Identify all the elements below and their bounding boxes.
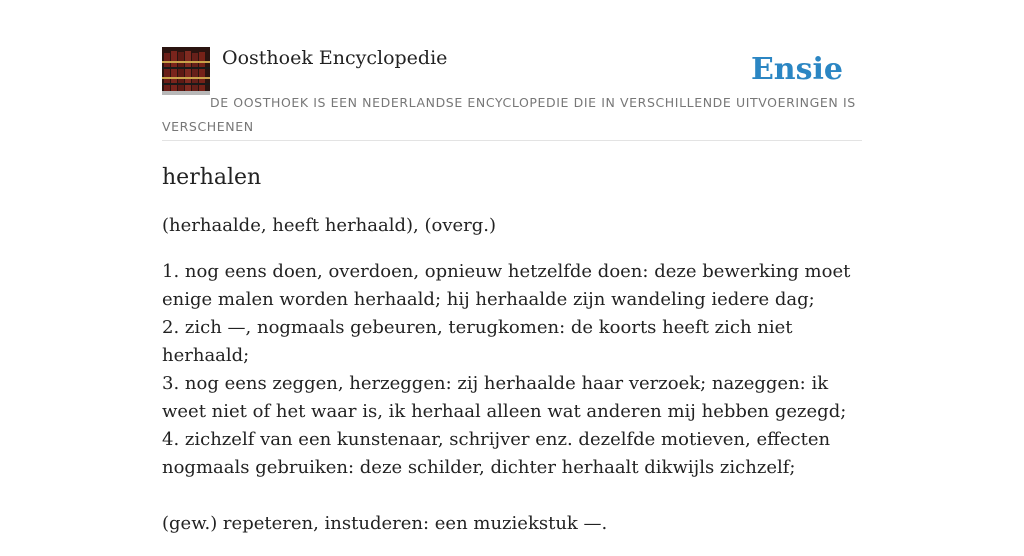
entry-content: [162, 160, 867, 556]
header: [162, 46, 862, 141]
entry-title: herhalen: [162, 165, 262, 190]
book-spines-icon: [162, 47, 210, 95]
definition-4: 4. zichzelf van een kunstenaar, schrijver enz. dezelfde motieven, effecten nogmaals gebruiken: deze schilder, dichter herhaalt dikwijls zichzelf;: [162, 429, 831, 478]
extra-definition: (gew.) repeteren, instuderen: een muziekstuk —.: [162, 513, 608, 534]
grammar-info: (herhaalde, heeft herhaald), (overg.): [162, 215, 497, 236]
brand-logo[interactable]: Ensie: [750, 52, 843, 87]
tagline: DE OOSTHOEK IS EEN NEDERLANDSE ENCYCLOPEDIE DIE IN VERSCHILLENDE UITVOERINGEN IS VERSCHENEN: [162, 95, 856, 134]
definitions: [162, 258, 867, 482]
definition-1: 1. nog eens doen, overdoen, opnieuw hetzelfde doen: deze bewerking moet enige malen worden herhaald; hij herhaalde zijn wandeling iedere dag;: [162, 261, 851, 310]
definition-2: 2. zich —, nogmaals gebeuren, terugkomen: de koorts heeft zich niet herhaald;: [162, 317, 793, 366]
site-title[interactable]: Oosthoek Encyclopedie: [222, 47, 448, 69]
definition-3: 3. nog eens zeggen, herzeggen: zij herhaalde haar verzoek; nazeggen: ik weet niet of het waar is, ik herhaal alleen wat anderen mij hebben gezegd;: [162, 373, 847, 422]
avatar[interactable]: [162, 47, 210, 95]
